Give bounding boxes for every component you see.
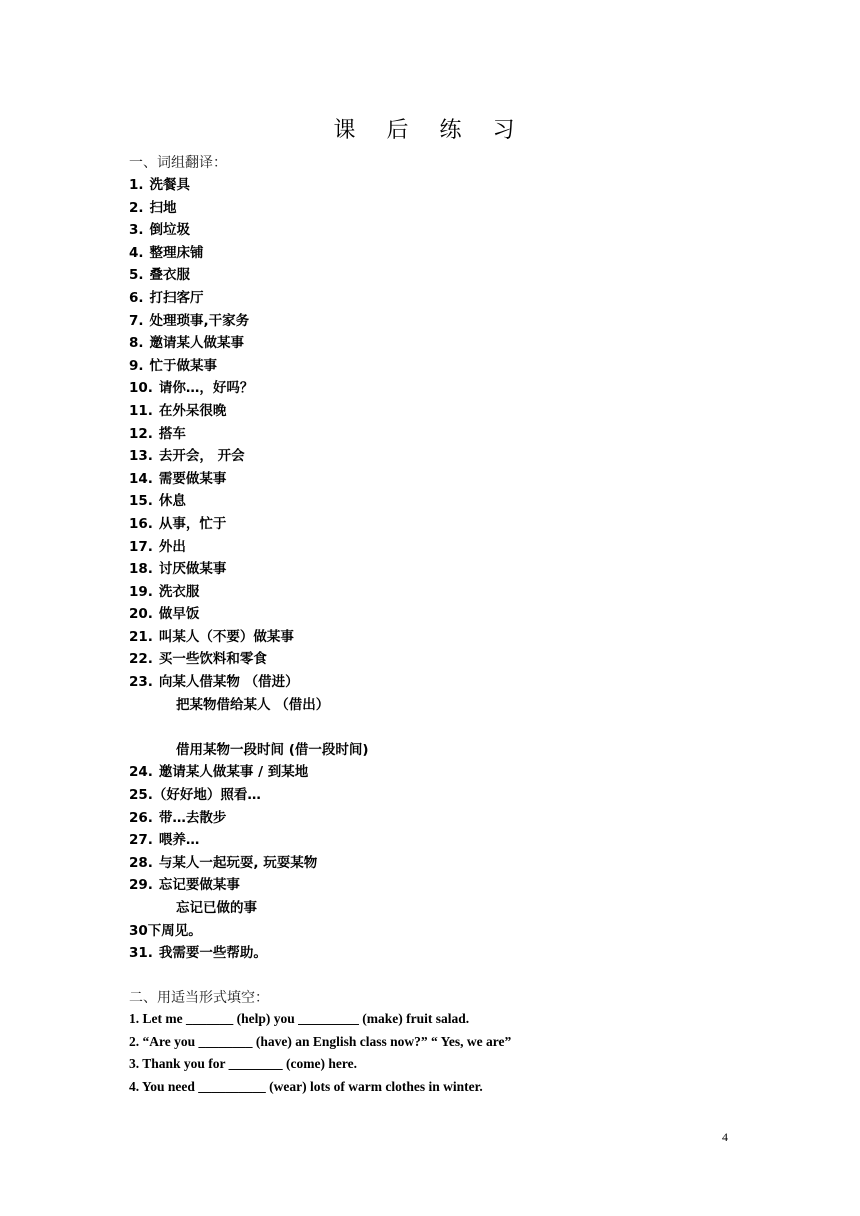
list-item [129,942,369,965]
item-number: 19. [129,583,153,600]
item-text: 我需要一些帮助。 [158,945,267,962]
item-text: 请你…，好吗？ [158,380,254,397]
item-number: 11. [129,402,153,419]
item-text: 忙于做某事 [149,357,218,374]
list-item [129,920,369,943]
item-number: 20. [129,606,153,623]
item-text: 邀请某人做某事 / 到某地 [158,764,309,781]
item-number: 2. [129,199,144,216]
fill-in-list [129,1008,511,1098]
item-number: 12. [129,425,153,442]
list-item [129,694,369,717]
item-text: 借用某物一段时间 (借一段时间) [176,741,369,758]
item-number: 7. [129,312,144,329]
list-item [129,445,369,468]
page-title: 课 后 练 习 [333,118,527,143]
item-number: 29. [129,877,153,894]
list-item [129,897,369,920]
list-item [129,558,369,581]
item-number: 27. [129,832,153,849]
item-text: 需要做某事 [158,470,227,487]
list-item [129,784,369,807]
section-heading-translation: 一、词组翻译： [129,155,227,171]
item-text: 洗衣服 [158,583,200,600]
page-number: 4 [722,1130,728,1144]
item-text: 忘记要做某事 [158,877,240,894]
list-item [129,197,369,220]
item-text: 买一些饮料和零食 [158,651,267,668]
item-number: 15. [129,493,153,510]
list-item [129,490,369,513]
list-item [129,513,369,536]
list-item [129,716,369,739]
item-text: 下周见。 [147,922,202,939]
item-number: 10. [129,380,153,397]
item-text: 讨厌做某事 [158,561,227,578]
item-number: 13. [129,448,153,465]
item-number: 17. [129,538,153,555]
list-item [129,242,369,265]
translation-list [129,174,369,965]
item-text: 忘记已做的事 [176,900,257,916]
item-text: 去开会， 开会 [158,448,245,465]
item-text: （好好地）照看… [152,787,261,804]
list-item [129,377,369,400]
item-number: 21. [129,628,153,645]
item-number: 28. [129,854,153,871]
item-number: 22. [129,651,153,668]
list-item [129,761,369,784]
item-text: 把某物借给某人 （借出） [176,696,330,713]
item-number: 3. [129,222,144,239]
list-item [129,626,369,649]
item-number: 18. [129,561,153,578]
item-text: 向某人借某物 （借进） [158,674,299,691]
item-text: 打扫客厅 [149,289,204,306]
item-text: 整理床铺 [149,244,204,261]
item-text: 做早饭 [158,606,200,623]
item-text: 扫地 [149,199,177,216]
exercise-item: 4. You need __________ (wear) lots of warm clothes in winter. [129,1078,483,1094]
item-number: 26. [129,809,153,826]
list-item [129,648,369,671]
list-item [129,174,369,197]
exercise-item: 3. Thank you for ________ (come) here. [129,1056,357,1072]
list-item [129,671,369,694]
item-text: 搭车 [158,425,186,442]
item-text: 从事，忙于 [158,515,227,532]
item-number: 5. [129,267,144,284]
item-text: 喂养… [158,832,200,849]
list-item [129,807,369,830]
section-heading-fill-in: 二、用适当形式填空： [129,990,269,1006]
list-item [129,310,369,333]
item-number: 25. [129,787,153,804]
item-number: 6. [129,289,144,306]
item-text: 邀请某人做某事 [149,335,245,352]
list-item [129,739,369,762]
item-number: 31. [129,945,153,962]
item-text: 倒垃圾 [149,222,191,239]
list-item [129,423,369,446]
exercise-item: 1. Let me _______ (help) you _________ (make) fruit salad. [129,1011,470,1026]
item-number: 16. [129,515,153,532]
list-item [129,287,369,310]
item-text: 处理琐事,干家务 [149,312,250,329]
item-text: 在外呆很晚 [158,402,227,419]
item-number: 8. [129,335,144,352]
list-item [129,603,369,626]
list-item [129,581,369,604]
item-text: 带…去散步 [158,809,227,826]
exercise-item: 2. “Are you ________ (have) an English class now?” “ Yes, we are” [129,1033,512,1049]
list-item [129,874,369,897]
item-number: 14. [129,470,153,487]
list-item [129,536,369,559]
list-item [129,852,369,875]
item-text: 叠衣服 [149,267,191,284]
list-item [129,219,369,242]
item-number: 30 [129,922,148,939]
list-item [129,829,369,852]
item-text: 与某人一起玩耍, 玩耍某物 [158,854,318,871]
item-number: 23. [129,674,153,691]
list-item [129,468,369,491]
item-number: 1. [129,177,144,193]
list-item [129,264,369,287]
item-number: 24. [129,764,153,781]
item-text: 休息 [158,493,186,510]
item-number: 9. [129,357,144,374]
list-item [129,332,369,355]
list-item [129,355,369,378]
item-text: 叫某人（不要）做某事 [158,628,294,645]
item-text: 洗餐具 [149,177,191,193]
item-text: 外出 [158,538,186,555]
item-number: 4. [129,244,144,261]
list-item [129,400,369,423]
